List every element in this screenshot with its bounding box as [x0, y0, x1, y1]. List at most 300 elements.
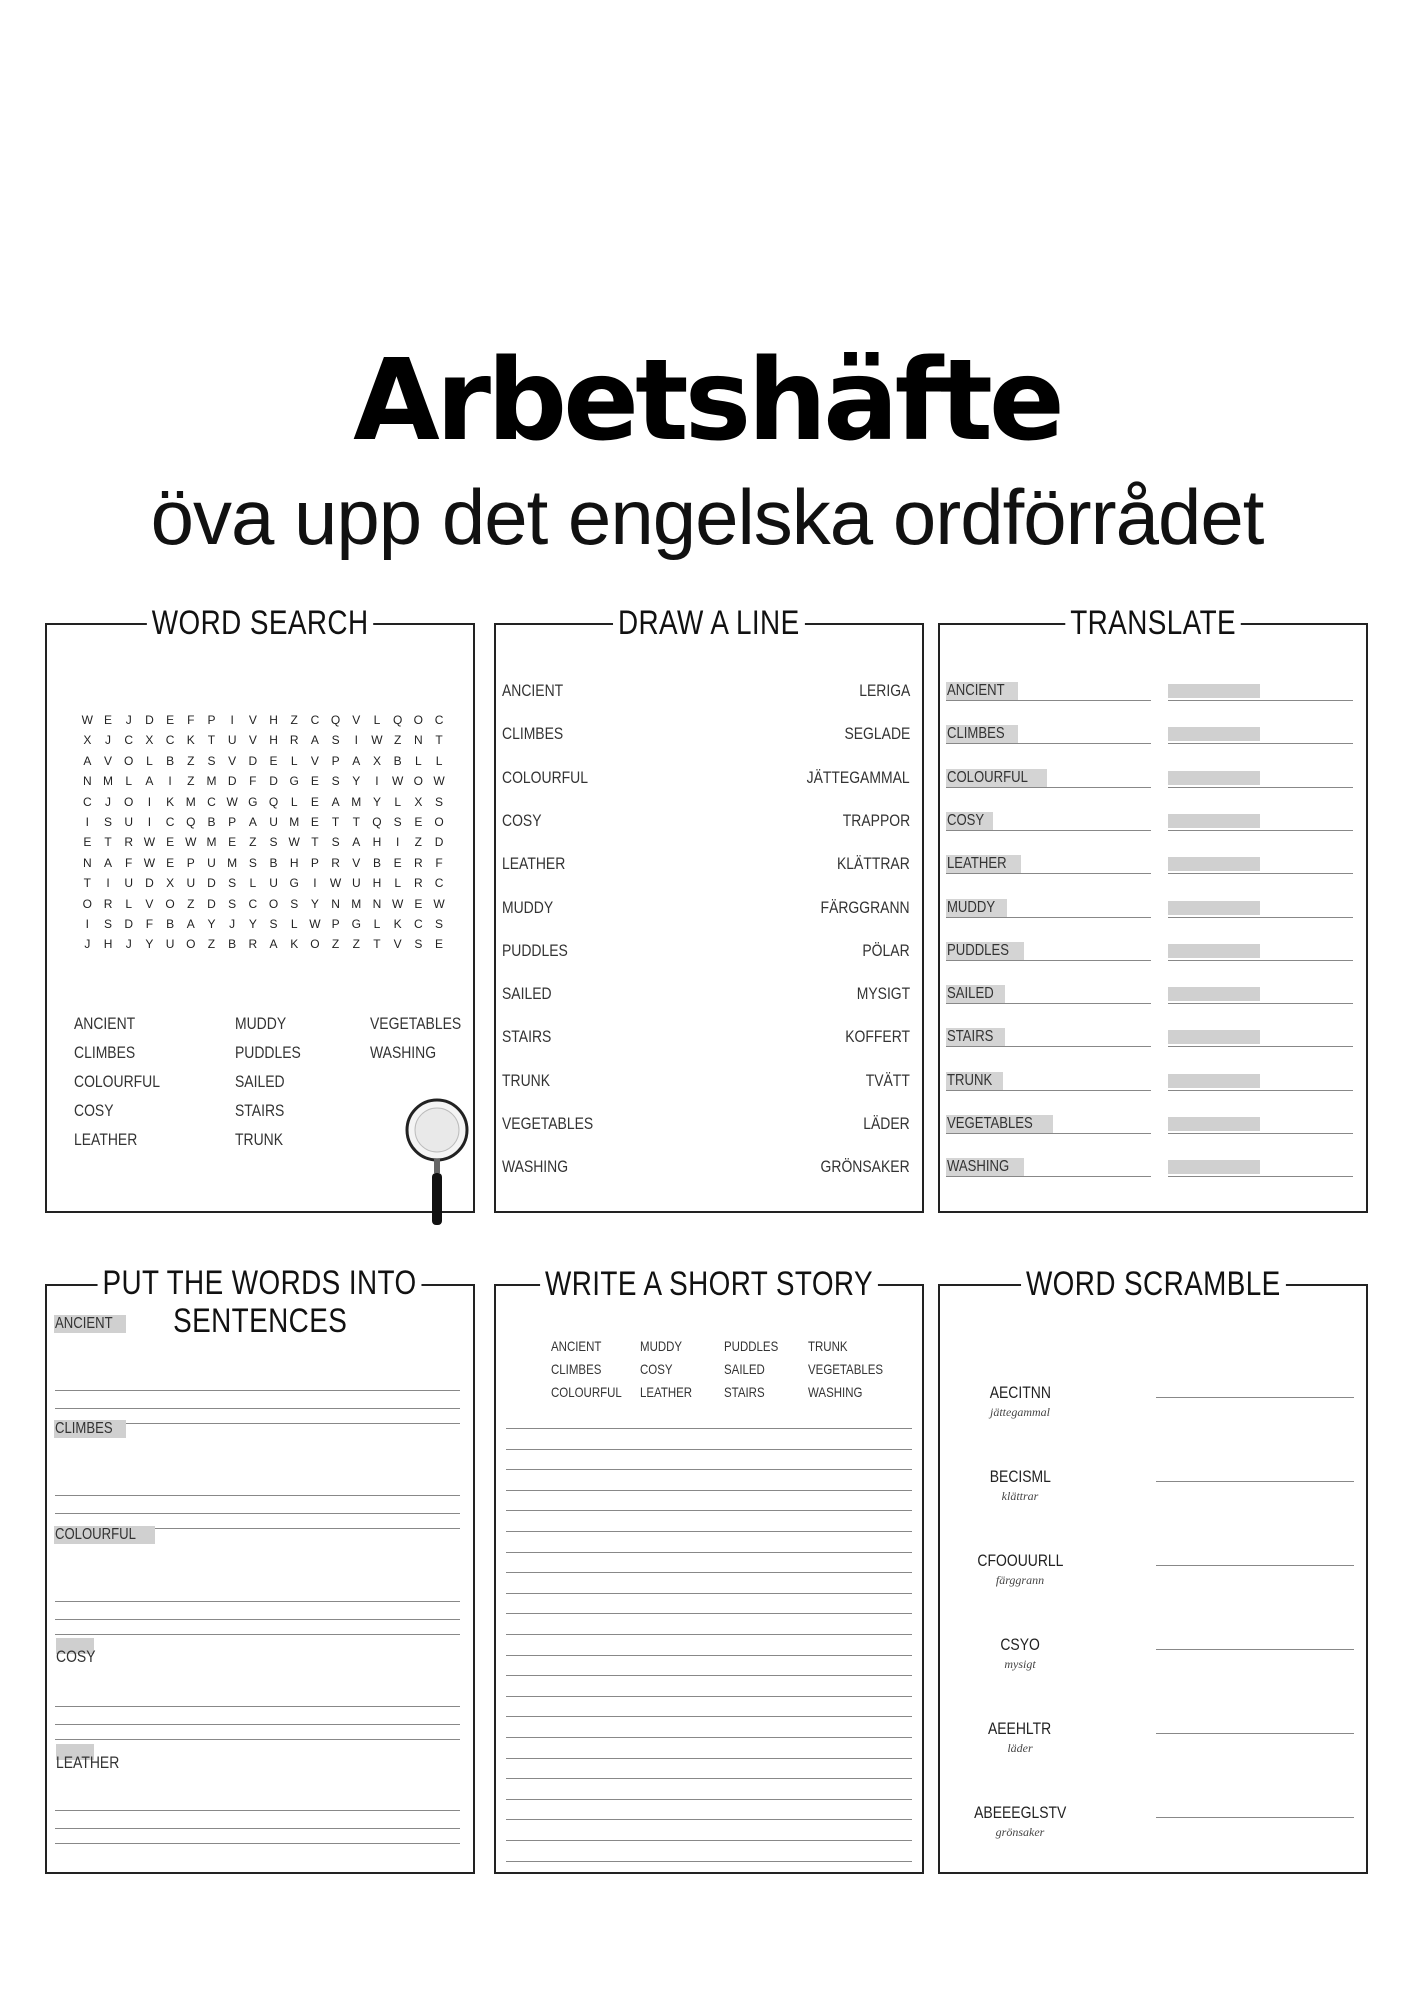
hint-word: jättegammal [990, 1405, 1050, 1419]
grid-letter: P [207, 713, 216, 727]
grid-letter: S [104, 916, 113, 931]
story-word-label: PUDDLES [724, 1338, 779, 1354]
sentence-word-label: CLIMBES [55, 1420, 113, 1437]
scrambled-word-label: BECISML [989, 1467, 1051, 1486]
translate-row [940, 1028, 1366, 1058]
grid-letter: I [230, 713, 234, 727]
grid-letter: S [269, 835, 278, 850]
match-row [496, 1114, 922, 1144]
write-line[interactable] [946, 960, 1151, 961]
grid-letter: C [248, 896, 258, 911]
grid-letter: I [106, 876, 110, 891]
grid-letter: R [331, 855, 340, 870]
write-line[interactable] [55, 1828, 460, 1829]
grid-letter: A [248, 814, 257, 829]
grid-letter: S [248, 855, 257, 870]
english-word-label: TRUNK [947, 1071, 993, 1089]
scrambled-word [940, 1467, 1100, 1487]
answer-box[interactable] [1168, 771, 1260, 785]
grid-letter: S [104, 814, 113, 829]
word-list-item [235, 1067, 315, 1096]
answer-line[interactable] [1168, 873, 1353, 874]
grid-letter: Z [290, 713, 298, 727]
write-line[interactable] [506, 1737, 912, 1738]
write-line[interactable] [506, 1840, 912, 1841]
answer-box[interactable] [1168, 814, 1260, 828]
grid-letter: D [145, 713, 154, 727]
match-row [496, 984, 922, 1014]
grid-letter: A [186, 916, 195, 931]
story-word [551, 1361, 612, 1377]
grid-letter: E [104, 713, 113, 727]
grid-letter: Z [187, 753, 195, 768]
grid-letter: S [331, 835, 340, 850]
answer-box[interactable] [1168, 901, 1260, 915]
grid-letter: E [83, 835, 92, 850]
write-line[interactable] [55, 1495, 460, 1496]
grid-letter: A [104, 855, 113, 870]
grid-letter: I [147, 814, 152, 829]
grid-letter: A [269, 937, 278, 952]
write-line[interactable] [506, 1819, 912, 1820]
grid-letter: U [351, 876, 361, 891]
page-subtitle: öva upp det engelska ordförrådet [150, 473, 1264, 561]
answer-line[interactable] [1168, 1176, 1353, 1177]
grid-letter: W [226, 794, 238, 809]
grid-letter: O [165, 896, 175, 911]
answer-box[interactable] [1168, 1117, 1260, 1131]
word-list-item [235, 1009, 315, 1038]
grid-letter: I [354, 733, 358, 748]
grid-letter: P [186, 855, 195, 870]
grid-letter: E [166, 835, 175, 850]
swedish-word-label: LERIGA [858, 681, 910, 700]
grid-letter: T [104, 835, 112, 850]
english-word [946, 769, 1047, 787]
story-word-label: TRUNK [808, 1338, 848, 1354]
answer-line[interactable] [1168, 1046, 1353, 1047]
translate-row [940, 812, 1366, 842]
word-label: CLIMBES [74, 1043, 136, 1062]
answer-box[interactable] [1168, 1074, 1260, 1088]
grid-letter: P [331, 753, 340, 768]
translate-row [940, 725, 1366, 755]
grid-letter: V [104, 753, 113, 768]
english-word [946, 682, 1018, 700]
grid-letter: W [391, 774, 404, 789]
write-line[interactable] [55, 1408, 460, 1409]
write-line[interactable] [55, 1601, 460, 1602]
write-line[interactable] [506, 1510, 912, 1511]
write-line[interactable] [506, 1469, 912, 1470]
grid-letter: I [85, 916, 90, 931]
english-word [946, 985, 1005, 1003]
translate-row [940, 855, 1366, 885]
grid-letter: J [125, 937, 132, 952]
english-word: PUDDLES [502, 940, 568, 960]
grid-letter: O [413, 713, 424, 727]
grid-letter: D [124, 916, 134, 931]
grid-row [77, 832, 449, 852]
grid-letter: W [81, 713, 93, 727]
hint-word: mysigt [1004, 1657, 1036, 1671]
grid-letter: I [147, 794, 152, 809]
grid-letter: K [393, 916, 402, 931]
sentence-word [54, 1526, 155, 1544]
grid-letter: L [290, 794, 298, 809]
grid-row [77, 873, 449, 893]
word-label: MUDDY [235, 1014, 287, 1033]
grid-letter: X [145, 733, 154, 748]
match-row [496, 1027, 922, 1057]
english-word-label: SAILED [947, 985, 994, 1003]
swedish-word-label: KLÄTTRAR [837, 854, 910, 874]
grid-letter: M [351, 794, 362, 809]
grid-letter: B [372, 855, 381, 870]
write-line[interactable] [55, 1706, 460, 1707]
hint-word: grönsaker [995, 1825, 1045, 1839]
write-line[interactable] [946, 743, 1151, 744]
answer-line[interactable] [1168, 1003, 1353, 1004]
english-word: MUDDY [502, 897, 554, 917]
grid-letter: L [146, 753, 153, 768]
grid-letter: Z [352, 937, 360, 952]
english-word [946, 942, 1024, 960]
grid-letter: Y [248, 916, 257, 931]
write-line[interactable] [946, 1133, 1151, 1134]
write-line[interactable] [946, 787, 1151, 788]
grid-letter: N [372, 896, 382, 911]
write-line[interactable] [506, 1572, 912, 1573]
write-line[interactable] [946, 700, 1151, 701]
grid-letter: Q [268, 794, 279, 809]
swedish-word-label: FÄRGGRANN [820, 897, 910, 917]
english-word [946, 899, 1007, 917]
answer-line[interactable] [1156, 1481, 1354, 1482]
grid-row [77, 730, 449, 750]
swedish-word-label: PÖLAR [862, 940, 910, 960]
answer-box[interactable] [1168, 1160, 1260, 1174]
match-row [496, 1157, 922, 1187]
grid-letter: O [434, 814, 444, 829]
english-word [946, 1115, 1053, 1133]
translate-row [940, 985, 1366, 1015]
grid-letter: P [331, 916, 340, 931]
grid-letter: R [103, 896, 113, 911]
grid-letter: U [124, 814, 134, 829]
write-line[interactable] [506, 1758, 912, 1759]
grid-letter: L [394, 794, 401, 809]
grid-letter: B [207, 814, 216, 829]
swedish-word-label: GRÖNSAKER [820, 1157, 910, 1177]
write-line[interactable] [506, 1675, 912, 1676]
grid-letter: O [82, 896, 93, 911]
grid-letter: R [124, 835, 134, 850]
answer-line[interactable] [1168, 1133, 1353, 1134]
grid-letter: Z [207, 937, 216, 952]
grid-letter: R [248, 937, 258, 952]
grid-letter: C [165, 733, 175, 748]
grid-letter: S [228, 876, 237, 891]
grid-row [77, 771, 449, 791]
answer-line[interactable] [1156, 1565, 1354, 1566]
write-line[interactable] [55, 1390, 460, 1391]
grid-letter: A [352, 835, 361, 850]
scrambled-word-label: CFOOUURLL [976, 1551, 1063, 1570]
grid-letter: U [165, 937, 175, 952]
swedish-word [852, 941, 910, 961]
grid-letter: M [351, 896, 362, 911]
grid-letter: O [310, 937, 320, 952]
grid-letter: M [289, 814, 300, 829]
story-word [808, 1361, 900, 1377]
answer-line[interactable] [1168, 1090, 1353, 1091]
write-line[interactable] [506, 1799, 912, 1800]
translate-row [940, 899, 1366, 929]
word-list-item [235, 1038, 315, 1067]
english-word-label: PUDDLES [947, 941, 1009, 959]
grid-letter: Q [372, 814, 382, 829]
match-row [496, 724, 922, 754]
write-line[interactable] [55, 1619, 460, 1620]
write-line[interactable] [946, 1046, 1151, 1047]
grid-letter: Z [414, 835, 423, 850]
scramble-item [940, 1467, 1100, 1504]
grid-letter: C [124, 733, 134, 748]
grid-letter: C [434, 876, 444, 891]
write-line[interactable] [55, 1724, 460, 1725]
grid-letter: S [331, 733, 340, 748]
grid-row [77, 812, 449, 832]
swedish-word [853, 1114, 910, 1134]
english-word: STAIRS [502, 1027, 552, 1047]
grid-letter: M [185, 794, 196, 809]
answer-line[interactable] [1156, 1649, 1354, 1650]
write-line[interactable] [946, 873, 1151, 874]
grid-row [77, 934, 449, 954]
write-line[interactable] [55, 1634, 460, 1635]
answer-line[interactable] [1168, 743, 1353, 744]
sentences-panel [45, 1264, 475, 1874]
grid-letter: V [393, 937, 402, 952]
grid-letter: M [227, 855, 238, 870]
grid-letter: D [207, 876, 216, 891]
draw-a-line-panel [494, 604, 924, 1213]
answer-line[interactable] [1168, 917, 1353, 918]
word-list-item [74, 1038, 179, 1067]
write-line[interactable] [946, 1090, 1151, 1091]
grid-letter: E [414, 896, 423, 911]
grid-letter: T [83, 876, 92, 891]
grid-letter: X [372, 753, 381, 768]
story-word-label: VEGETABLES [808, 1361, 884, 1377]
answer-box[interactable] [1168, 684, 1260, 698]
write-line[interactable] [506, 1778, 912, 1779]
grid-letter: C [310, 713, 320, 727]
grid-letter: O [268, 896, 279, 911]
grid-letter: Y [352, 774, 361, 789]
word-list-item [74, 1125, 179, 1154]
grid-letter: Q [392, 713, 403, 727]
write-line[interactable] [946, 1176, 1151, 1177]
grid-letter: M [206, 774, 217, 789]
write-line[interactable] [506, 1552, 912, 1553]
grid-letter: C [434, 713, 444, 727]
write-line[interactable] [506, 1428, 912, 1429]
english-word: SAILED [502, 984, 552, 1004]
word-list-col2 [235, 1009, 315, 1154]
grid-letter: K [166, 794, 175, 809]
grid-letter: Y [145, 937, 154, 952]
grid-letter: P [310, 855, 319, 870]
grid-letter: K [186, 733, 195, 748]
write-line[interactable] [506, 1716, 912, 1717]
answer-box[interactable] [1168, 727, 1260, 741]
match-row [496, 811, 922, 841]
answer-box[interactable] [1168, 944, 1260, 958]
grid-row [77, 894, 449, 914]
word-label: TRUNK [235, 1130, 284, 1149]
scramble-item [940, 1551, 1100, 1588]
hint-word: färggrann [995, 1573, 1045, 1587]
grid-letter: I [85, 814, 90, 829]
grid-letter: W [371, 733, 383, 748]
answer-box[interactable] [1168, 857, 1260, 871]
write-line[interactable] [506, 1490, 912, 1491]
scrambled-word-label: CSYO [1000, 1635, 1040, 1654]
grid-letter: W [288, 835, 300, 850]
write-line[interactable] [506, 1593, 912, 1594]
write-line[interactable] [55, 1810, 460, 1811]
grid-letter: C [207, 794, 216, 809]
scramble-item [940, 1635, 1100, 1672]
grid-letter: W [329, 876, 342, 891]
panel-title: TRANSLATE [940, 603, 1366, 643]
sentence-word [56, 1647, 104, 1667]
write-line[interactable] [506, 1861, 912, 1862]
grid-letter: Z [331, 937, 340, 952]
panel-title: WRITE A SHORT STORY [496, 1264, 922, 1304]
answer-line[interactable] [1168, 700, 1353, 701]
grid-row [77, 710, 449, 730]
grid-row [77, 792, 449, 812]
word-list-item [74, 1067, 179, 1096]
grid-letter: T [331, 814, 340, 829]
answer-line[interactable] [1156, 1817, 1354, 1818]
grid-letter: C [83, 794, 92, 809]
english-word-label: STAIRS [947, 1028, 994, 1046]
grid-letter: L [290, 753, 298, 768]
grid-letter: M [206, 835, 217, 850]
grid-letter: X [166, 876, 175, 891]
answer-line[interactable] [1168, 787, 1353, 788]
answer-line[interactable] [1156, 1397, 1354, 1398]
scrambled-word [940, 1551, 1100, 1571]
grid-letter: N [83, 774, 92, 789]
write-line[interactable] [55, 1739, 460, 1740]
grid-row [77, 853, 449, 873]
swedish-word [831, 1027, 910, 1047]
answer-box[interactable] [1168, 987, 1260, 1001]
write-line[interactable] [946, 1003, 1151, 1004]
answer-line[interactable] [1168, 830, 1353, 831]
grid-letter: D [227, 774, 237, 789]
word-list-item [235, 1125, 315, 1154]
grid-letter: N [414, 733, 423, 748]
grid-letter: L [125, 774, 133, 789]
grid-row [77, 751, 449, 771]
write-line[interactable] [946, 917, 1151, 918]
write-line[interactable] [55, 1843, 460, 1844]
write-line[interactable] [506, 1613, 912, 1614]
grid-letter: G [248, 794, 258, 809]
swedish-word-label: TVÄTT [865, 1070, 910, 1090]
grid-letter: A [352, 753, 361, 768]
write-line[interactable] [506, 1696, 912, 1697]
swedish-word-label: KOFFERT [845, 1027, 910, 1047]
grid-letter: Z [249, 835, 257, 850]
write-line[interactable] [506, 1634, 912, 1635]
write-line[interactable] [506, 1655, 912, 1656]
grid-letter: L [125, 896, 133, 911]
story-word [724, 1384, 774, 1400]
grid-letter: N [331, 896, 340, 911]
grid-letter: S [269, 916, 278, 931]
write-line[interactable] [506, 1449, 912, 1450]
answer-line[interactable] [1156, 1733, 1354, 1734]
answer-box[interactable] [1168, 1030, 1260, 1044]
story-word [551, 1384, 637, 1400]
grid-letter: W [391, 896, 404, 911]
sentence-word [56, 1753, 133, 1773]
story-word-label: LEATHER [640, 1384, 693, 1400]
sentence-word-label: ANCIENT [55, 1315, 113, 1332]
grid-letter: V [248, 713, 257, 727]
grid-letter: O [124, 753, 134, 768]
translate-row [940, 942, 1366, 972]
story-word [640, 1338, 691, 1354]
grid-letter: D [434, 835, 444, 850]
answer-line[interactable] [1168, 960, 1353, 961]
grid-letter: V [310, 753, 319, 768]
grid-letter: F [187, 713, 195, 727]
write-line[interactable] [55, 1513, 460, 1514]
grid-letter: W [143, 855, 156, 870]
story-word [640, 1361, 680, 1377]
grid-letter: L [435, 753, 443, 768]
grid-letter: X [414, 794, 423, 809]
grid-letter: T [373, 937, 381, 952]
grid-letter: D [207, 896, 216, 911]
grid-letter: F [145, 916, 154, 931]
grid-letter: E [166, 713, 175, 727]
grid-letter: T [311, 835, 319, 850]
grid-letter: Z [393, 733, 402, 748]
write-line[interactable] [506, 1531, 912, 1532]
swedish-word [830, 724, 910, 744]
grid-letter: O [413, 774, 424, 789]
word-label: COSY [74, 1101, 114, 1120]
grid-letter: Z [187, 774, 195, 789]
scrambled-word [940, 1803, 1100, 1823]
swedish-word [828, 811, 910, 831]
word-label: PUDDLES [235, 1043, 301, 1062]
page-title: Arbetshäfte [353, 336, 1061, 466]
grid-letter: V [228, 753, 237, 768]
english-word-label: VEGETABLES [947, 1115, 1033, 1132]
grid-letter: J [105, 733, 112, 748]
write-line[interactable] [946, 830, 1151, 831]
